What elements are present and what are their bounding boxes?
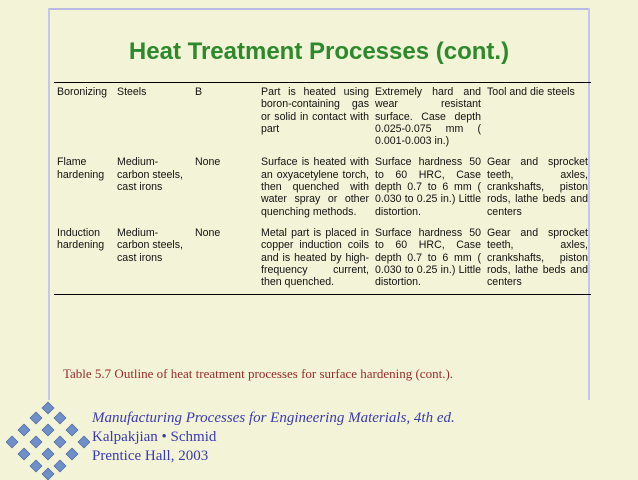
cell-process: Induction hardening: [57, 226, 105, 252]
footer-book-title: Manufacturing Processes for Engineering Materials, 4th ed.: [92, 410, 455, 426]
table-caption: Table 5.7 Outline of heat treatment processes for surface hardening (cont.).: [63, 366, 454, 381]
cell-characteristics: Extremely hard and wear resistant surface. Case depth 0.025-0.075 mm ( 0.001-0.003 in.): [375, 86, 481, 148]
cell-characteristics: Surface hardness 50 to 60 HRC, Case depth 0.7 to 6 mm ( 0.030 to 0.25 in.) Little distortion.: [375, 226, 481, 289]
cell-procedure: Surface is heated with an oxyacetylene torch, then quenched with water spray or other quenching methods.: [261, 156, 369, 218]
table-row: [54, 224, 591, 294]
table-row: [54, 83, 591, 153]
table-bottom-rule: [54, 294, 591, 295]
publisher-logo-icon: [6, 396, 90, 480]
cell-metals: Medium-carbon steels, cast irons: [117, 226, 183, 264]
table-row: [54, 153, 591, 223]
frame-left-line: [48, 8, 50, 400]
footer-authors: Kalpakjian • Schmid: [92, 429, 217, 445]
cell-applications: Gear and sprocket teeth, axles, crankshafts, piston rods, lathe beds and centers: [487, 156, 588, 218]
cell-characteristics: Surface hardness 50 to 60 HRC, Case depth 0.7 to 6 mm ( 0.030 to 0.25 in.) Little distortion.: [375, 156, 481, 218]
process-table: [54, 82, 591, 295]
cell-process: Flame hardening: [57, 156, 105, 181]
cell-metals: Steels: [117, 86, 147, 98]
frame-top-line: [48, 8, 590, 10]
cell-metals: Medium-carbon steels, cast irons: [117, 156, 183, 194]
cell-procedure: Part is heated using boron-containing gas or solid in contact with part: [261, 86, 369, 135]
cell-applications: Tool and die steels: [487, 86, 575, 98]
cell-element: None: [195, 156, 221, 169]
cell-process: Boronizing: [57, 86, 108, 98]
footer-publisher: Prentice Hall, 2003: [92, 448, 209, 464]
cell-applications: Gear and sprocket teeth, axles, crankshafts, piston rods, lathe beds and centers: [487, 226, 588, 289]
cell-procedure: Metal part is placed in copper induction coils and is heated by high-frequency current, then quenched.: [261, 226, 369, 289]
cell-element: B: [195, 86, 203, 98]
slide-title: Heat Treatment Processes (cont.): [128, 38, 510, 65]
cell-element: None: [195, 226, 221, 239]
